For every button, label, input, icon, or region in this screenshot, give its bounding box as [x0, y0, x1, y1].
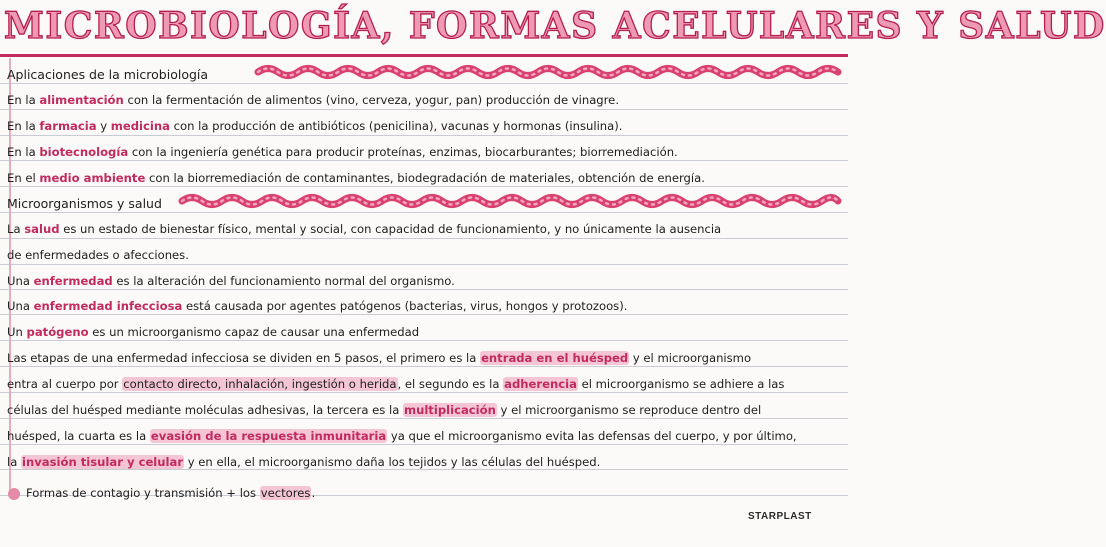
text-line-enfermedad: Una enfermedad es la alteración del funcionamiento normal del organismo. [7, 274, 455, 288]
bullet-dot-icon [8, 488, 20, 500]
text-line-etapas-5: la invasión tisular y celular y en ella, el microorganismo daña los tejidos y las células del huésped. [7, 455, 601, 469]
decorative-wave [258, 65, 838, 79]
text-line-etapas-1: Las etapas de una enfermedad infecciosa se dividen en 5 pasos, el primero es la entrada en el huésped y el microorganismo [7, 351, 752, 365]
text-line-contagio: Formas de contagio y transmisión + los vectores. [26, 486, 316, 500]
ruled-line [0, 109, 848, 110]
page-title: MICROBIOLOGÍA, FORMAS ACELULARES Y SALUD [4, 5, 1106, 47]
brand-logo: STARPLAST [748, 511, 812, 522]
section-heading-aplicaciones: Aplicaciones de la microbiología [7, 67, 209, 82]
title-underline [0, 54, 848, 57]
text-line-etapas-3: células del huésped mediante moléculas adhesivas, la tercera es la multiplicación y el microorganismo se reproduce dentro del [7, 403, 762, 417]
text-line-etapas-2: entra al cuerpo por contacto directo, inhalación, ingestión o herida, el segundo es la adherencia el microorganismo se adhiere a las [7, 377, 785, 391]
text-line-biotecnologia: En la biotecnología con la ingeniería genética para producir proteínas, enzimas, biocarburantes; biorremediación. [7, 145, 678, 159]
decorative-wave [182, 194, 838, 208]
ruled-line [0, 212, 848, 213]
ruled-line [0, 83, 848, 84]
text-line-farmacia: En la farmacia y medicina con la producción de antibióticos (penicilina), vacunas y hormonas (insulina). [7, 119, 623, 133]
text-line-alimentacion: En la alimentación con la fermentación de alimentos (vino, cerveza, yogur, pan) producción de vinagre. [7, 93, 620, 107]
ruled-line [0, 135, 848, 136]
text-line-patogeno: Un patógeno es un microorganismo capaz de causar una enfermedad [7, 325, 420, 339]
text-line-salud: La salud es un estado de bienestar físico, mental y social, con capacidad de funcionamiento, y no únicamente la ausencia [7, 222, 722, 236]
section-heading-microorganismos: Microorganismos y salud [7, 196, 162, 211]
ruled-line [0, 264, 848, 265]
text-line-salud-cont: de enfermedades o afecciones. [7, 248, 189, 262]
text-line-etapas-4: huésped, la cuarta es la evasión de la respuesta inmunitaria ya que el microorganismo evita las defensas del cuerpo, y por último, [7, 429, 797, 443]
text-line-medio-ambiente: En el medio ambiente con la biorremediación de contaminantes, biodegradación de materiales, obtención de energía. [7, 171, 705, 185]
ruled-line [0, 238, 848, 239]
text-line-enfermedad-infecciosa: Una enfermedad infecciosa está causada por agentes patógenos (bacterias, virus, hongos y protozoos). [7, 299, 628, 313]
